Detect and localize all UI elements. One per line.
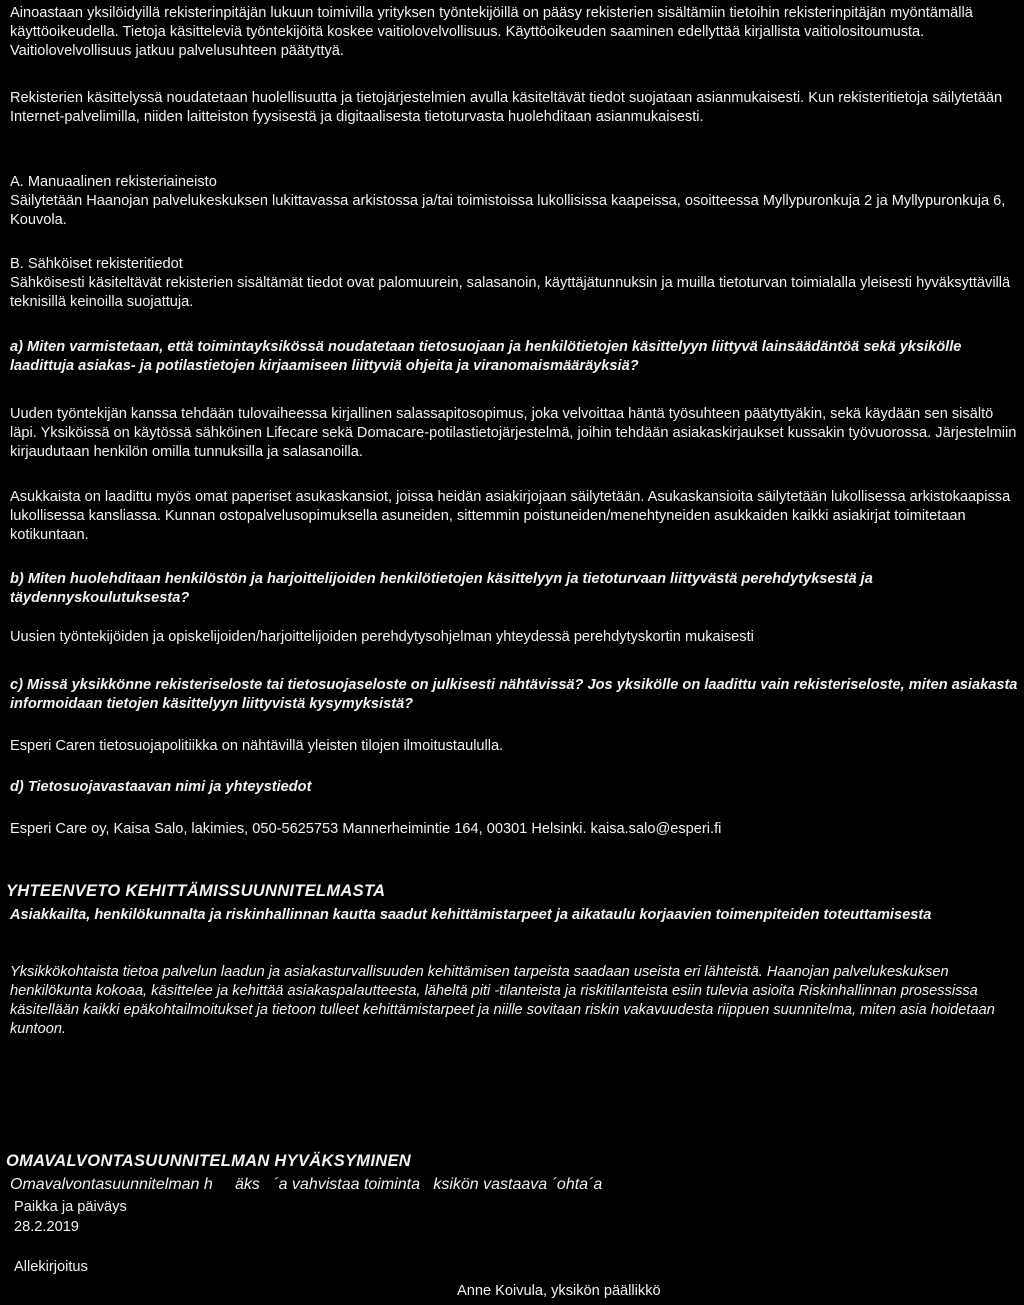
question-b-label: b) xyxy=(10,571,24,587)
question-d xyxy=(10,778,1018,797)
section-b xyxy=(10,255,1018,312)
question-a-label: a) xyxy=(10,339,23,355)
question-a-answer-2: Asukkaista on laadittu myös omat paperiset asukaskansiot, joissa heidän asiakirjojaan säilytetään. Asukaskansioita säilytetään lukollisessa arkistokaapissa lukollisessa kansliassa. Kunnan ostopalvelusopimuksella asuneiden, sittemmin poistuneiden/menehtyneiden asukkaiden kaikki asiakirjat toimitetaan kotikuntaan. xyxy=(10,489,1011,543)
signature-label: Allekirjoitus xyxy=(14,1259,88,1275)
question-d-answer: Esperi Care oy, Kaisa Salo, lakimies, 050-5625753 Mannerheimintie 164, 00301 Helsinki. kaisa.salo@esperi.fi xyxy=(10,821,722,837)
question-c xyxy=(10,676,1018,714)
place-date-label: Paikka ja päiväys xyxy=(14,1199,127,1215)
question-a xyxy=(10,338,1018,376)
summary-subheading: Asiakkailta, henkilökunnalta ja riskinhallinnan kautta saadut kehittämistarpeet ja aikataulu korjaavien toimenpiteiden toteuttamisesta xyxy=(10,907,932,923)
approval-date: 28.2.2019 xyxy=(14,1219,79,1235)
section-a-title: A. Manuaalinen rekisteriaineisto xyxy=(10,174,217,190)
intro-paragraph-2: Rekisterien käsittelyssä noudatetaan huolellisuutta ja tietojärjestelmien avulla käsiteltävät tiedot suojataan asianmukaisesti. Kun rekisteritietoja säilytetään Internet-palvelimilla, niiden laitteiston fyysisestä ja digitaalisesta tietoturvasta huolehditaan asianmukaisesti. xyxy=(10,90,1003,125)
approval-subheading: Omavalvontasuunnitelman h äks ´a vahvistaa toiminta ksikön vastaava ´ohta´a xyxy=(10,1176,603,1193)
section-b-text: Sähköisesti käsiteltävät rekisterien sisältämät tiedot ovat palomuurein, salasanoin, käyttäjätunnuksin ja muilla tietoturvan toimialalla yleisesti hyväksyttävillä teknisillä keinoilla suojattuja. xyxy=(10,275,1011,310)
question-c-answer: Esperi Caren tietosuojapolitiikka on nähtävillä yleisten tilojen ilmoitustaululla. xyxy=(10,738,504,754)
question-b-answer: Uusien työntekijöiden ja opiskelijoiden/harjoittelijoiden perehdytysohjelman yhteydessä perehdytyskortin mukaisesti xyxy=(10,629,754,645)
section-a xyxy=(10,173,1018,230)
question-b xyxy=(10,570,1018,608)
question-d-label: d) xyxy=(10,779,24,795)
question-c-label: c) xyxy=(10,677,23,693)
question-a-answer-1: Uuden työntekijän kanssa tehdään tulovaiheessa kirjallinen salassapitosopimus, joka velvoittaa häntä työsuhteen päätyttyäkin, sekä käydään sen sisältö läpi. Yksiköissä on käytössä sähköinen Lifecare sekä Domacare-potilastietojärjestelmä, joihin tehdään asiakaskirjaukset kussakin työvuorossa. Järjestelmiin kirjaudutaan henkilön omilla tunnuksilla ja salasanoilla. xyxy=(10,406,1017,460)
signer-name: Anne Koivula, yksikön päällikkö xyxy=(457,1283,661,1299)
question-c-text: Missä yksikkönne rekisteriseloste tai tietosuojaseloste on julkisesti nähtävissä? Jos yksikölle on laadittu vain rekisteriseloste, miten asiakasta informoidaan tietojen käsittelyyn liittyvistä kysymyksistä? xyxy=(10,677,1018,712)
summary-text: Yksikkökohtaista tietoa palvelun laadun ja asiakasturvallisuuden kehittämisen tarpeista saadaan useista eri lähteistä. Haanojan palvelukeskuksen henkilökunta kokoaa, käsittelee ja kehittää asiakaspalautteesta, läheltä piti -tilanteista ja riskitilanteista esiin tulevia asioita Riskinhallinnan prosessissa käsitellään kaikki epäkohtailmoitukset ja tietoon tulleet kehittämistarpeet ja niille sovitaan riskin vakavuudesta riippuen suunnitelma, miten asia hoidetaan kuntoon. xyxy=(10,964,995,1037)
question-a-text: Miten varmistetaan, että toimintayksikössä noudatetaan tietosuojaan ja henkilötietojen käsittelyyn liittyvä lainsäädäntöä sekä yksikölle laadittuja asiakas- ja potilastietojen kirjaamiseen liittyviä ohjeita ja viranomaismääräyksiä? xyxy=(10,339,962,374)
intro-paragraph-1: Ainoastaan yksilöidyillä rekisterinpitäjän lukuun toimivilla yrityksen työntekijöillä on pääsy rekisterien sisältämiin tietoihin rekisterinpitäjän myöntämällä käyttöoikeudella. Tietoja käsitteleviä työntekijöitä koskee vaitiolovelvollisuus. Käyttöoikeuden saaminen edellyttää kirjallista vaitiolositoumusta. Vaitiolovelvollisuus jatkuu palvelusuhteen päätyttyä. xyxy=(10,5,973,59)
approval-heading: OMAVALVONTASUUNNITELMAN HYVÄKSYMINEN xyxy=(6,1152,411,1170)
question-d-text: Tietosuojavastaavan nimi ja yhteystiedot xyxy=(27,779,312,795)
section-a-text: Säilytetään Haanojan palvelukeskuksen lukittavassa arkistossa ja/tai toimistoissa lukollisissa kaapeissa, osoitteessa Myllypuronkuja 2 ja Myllypuronkuja 6, Kouvola. xyxy=(10,193,1006,228)
section-b-title: B. Sähköiset rekisteritiedot xyxy=(10,256,183,272)
question-b-text: Miten huolehditaan henkilöstön ja harjoittelijoiden henkilötietojen käsittelyyn ja tietoturvaan liittyvästä perehdytyksestä ja täydennyskoulutuksesta? xyxy=(10,571,873,606)
summary-heading: YHTEENVETO KEHITTÄMISSUUNNITELMASTA xyxy=(6,882,386,900)
